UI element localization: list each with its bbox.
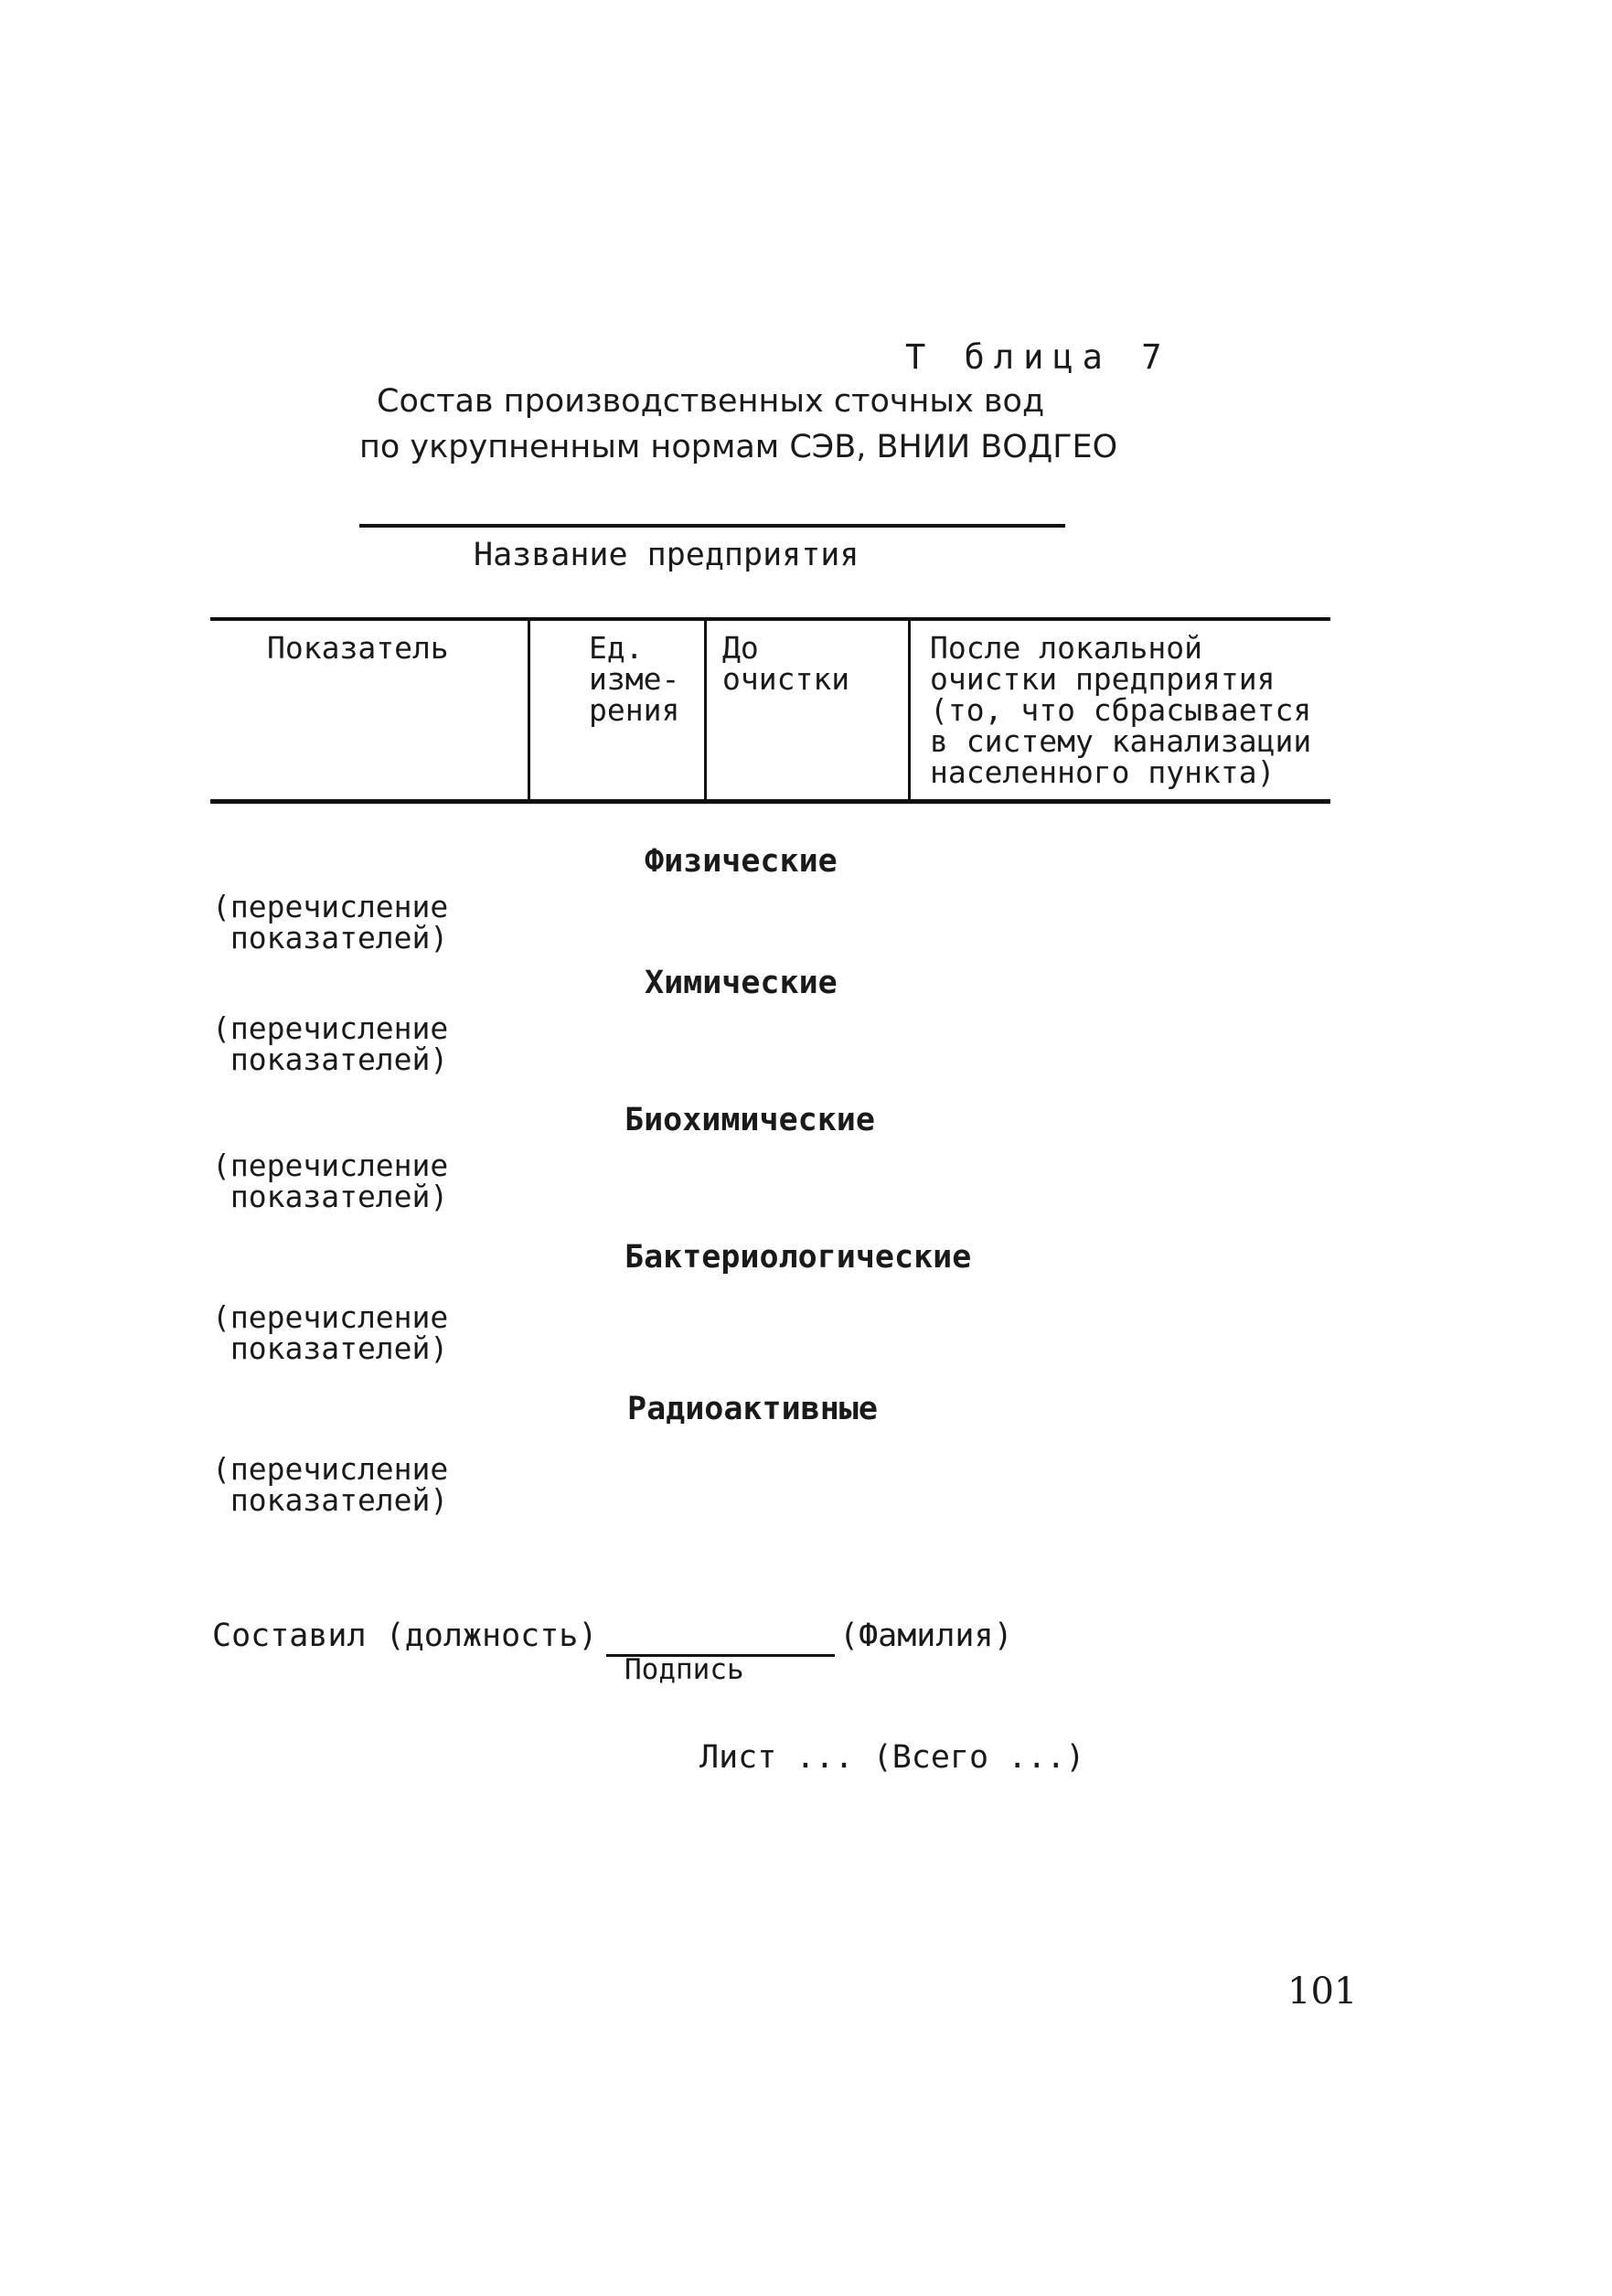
- title-line-1: Состав производственных сточных вод: [377, 383, 1045, 420]
- table-top-rule: [210, 617, 1330, 621]
- column-divider-1: [528, 619, 530, 801]
- signature-caption: Подпись: [625, 1653, 744, 1686]
- section-title-radioactive: Радиоактивные: [627, 1391, 878, 1427]
- header-before-treatment: До очистки: [722, 630, 850, 697]
- section-items-biochemical: (перечисление показателей): [212, 1148, 449, 1214]
- header-indicator: Показатель: [267, 630, 449, 666]
- compiled-by-label: Составил (должность): [212, 1618, 598, 1654]
- section-title-chemical: Химические: [645, 965, 838, 1001]
- title-line-2: по укрупненным нормам СЭВ, ВНИИ ВОДГЕО: [359, 429, 1118, 465]
- section-title-physical: Физические: [645, 843, 838, 880]
- section-items-radioactive: (перечисление показателей): [212, 1451, 449, 1518]
- header-unit: Ед. изме- рения: [589, 630, 680, 728]
- section-items-physical: (перечисление показателей): [212, 889, 449, 956]
- section-title-biochemical: Биохимические: [625, 1102, 875, 1138]
- enterprise-label: Название предприятия: [474, 537, 859, 573]
- header-after-treatment: После локальной очистки предприятия (то, что сбрасывается в систему канализации населенного пункта): [930, 630, 1312, 790]
- column-divider-3: [908, 619, 911, 801]
- page-number: 101: [1287, 1970, 1358, 2013]
- section-title-bacteriological: Бактериологические: [625, 1239, 972, 1276]
- surname-label: (Фамилия): [839, 1618, 1013, 1654]
- enterprise-name-line: [359, 524, 1065, 528]
- sheet-count: Лист ... (Всего ...): [699, 1739, 1085, 1776]
- section-items-bacteriological: (перечисление показателей): [212, 1299, 449, 1366]
- table-label: Т блица 7: [905, 337, 1171, 377]
- table-bottom-rule: [210, 799, 1330, 804]
- column-divider-2: [704, 619, 707, 801]
- section-items-chemical: (перечисление показателей): [212, 1010, 449, 1077]
